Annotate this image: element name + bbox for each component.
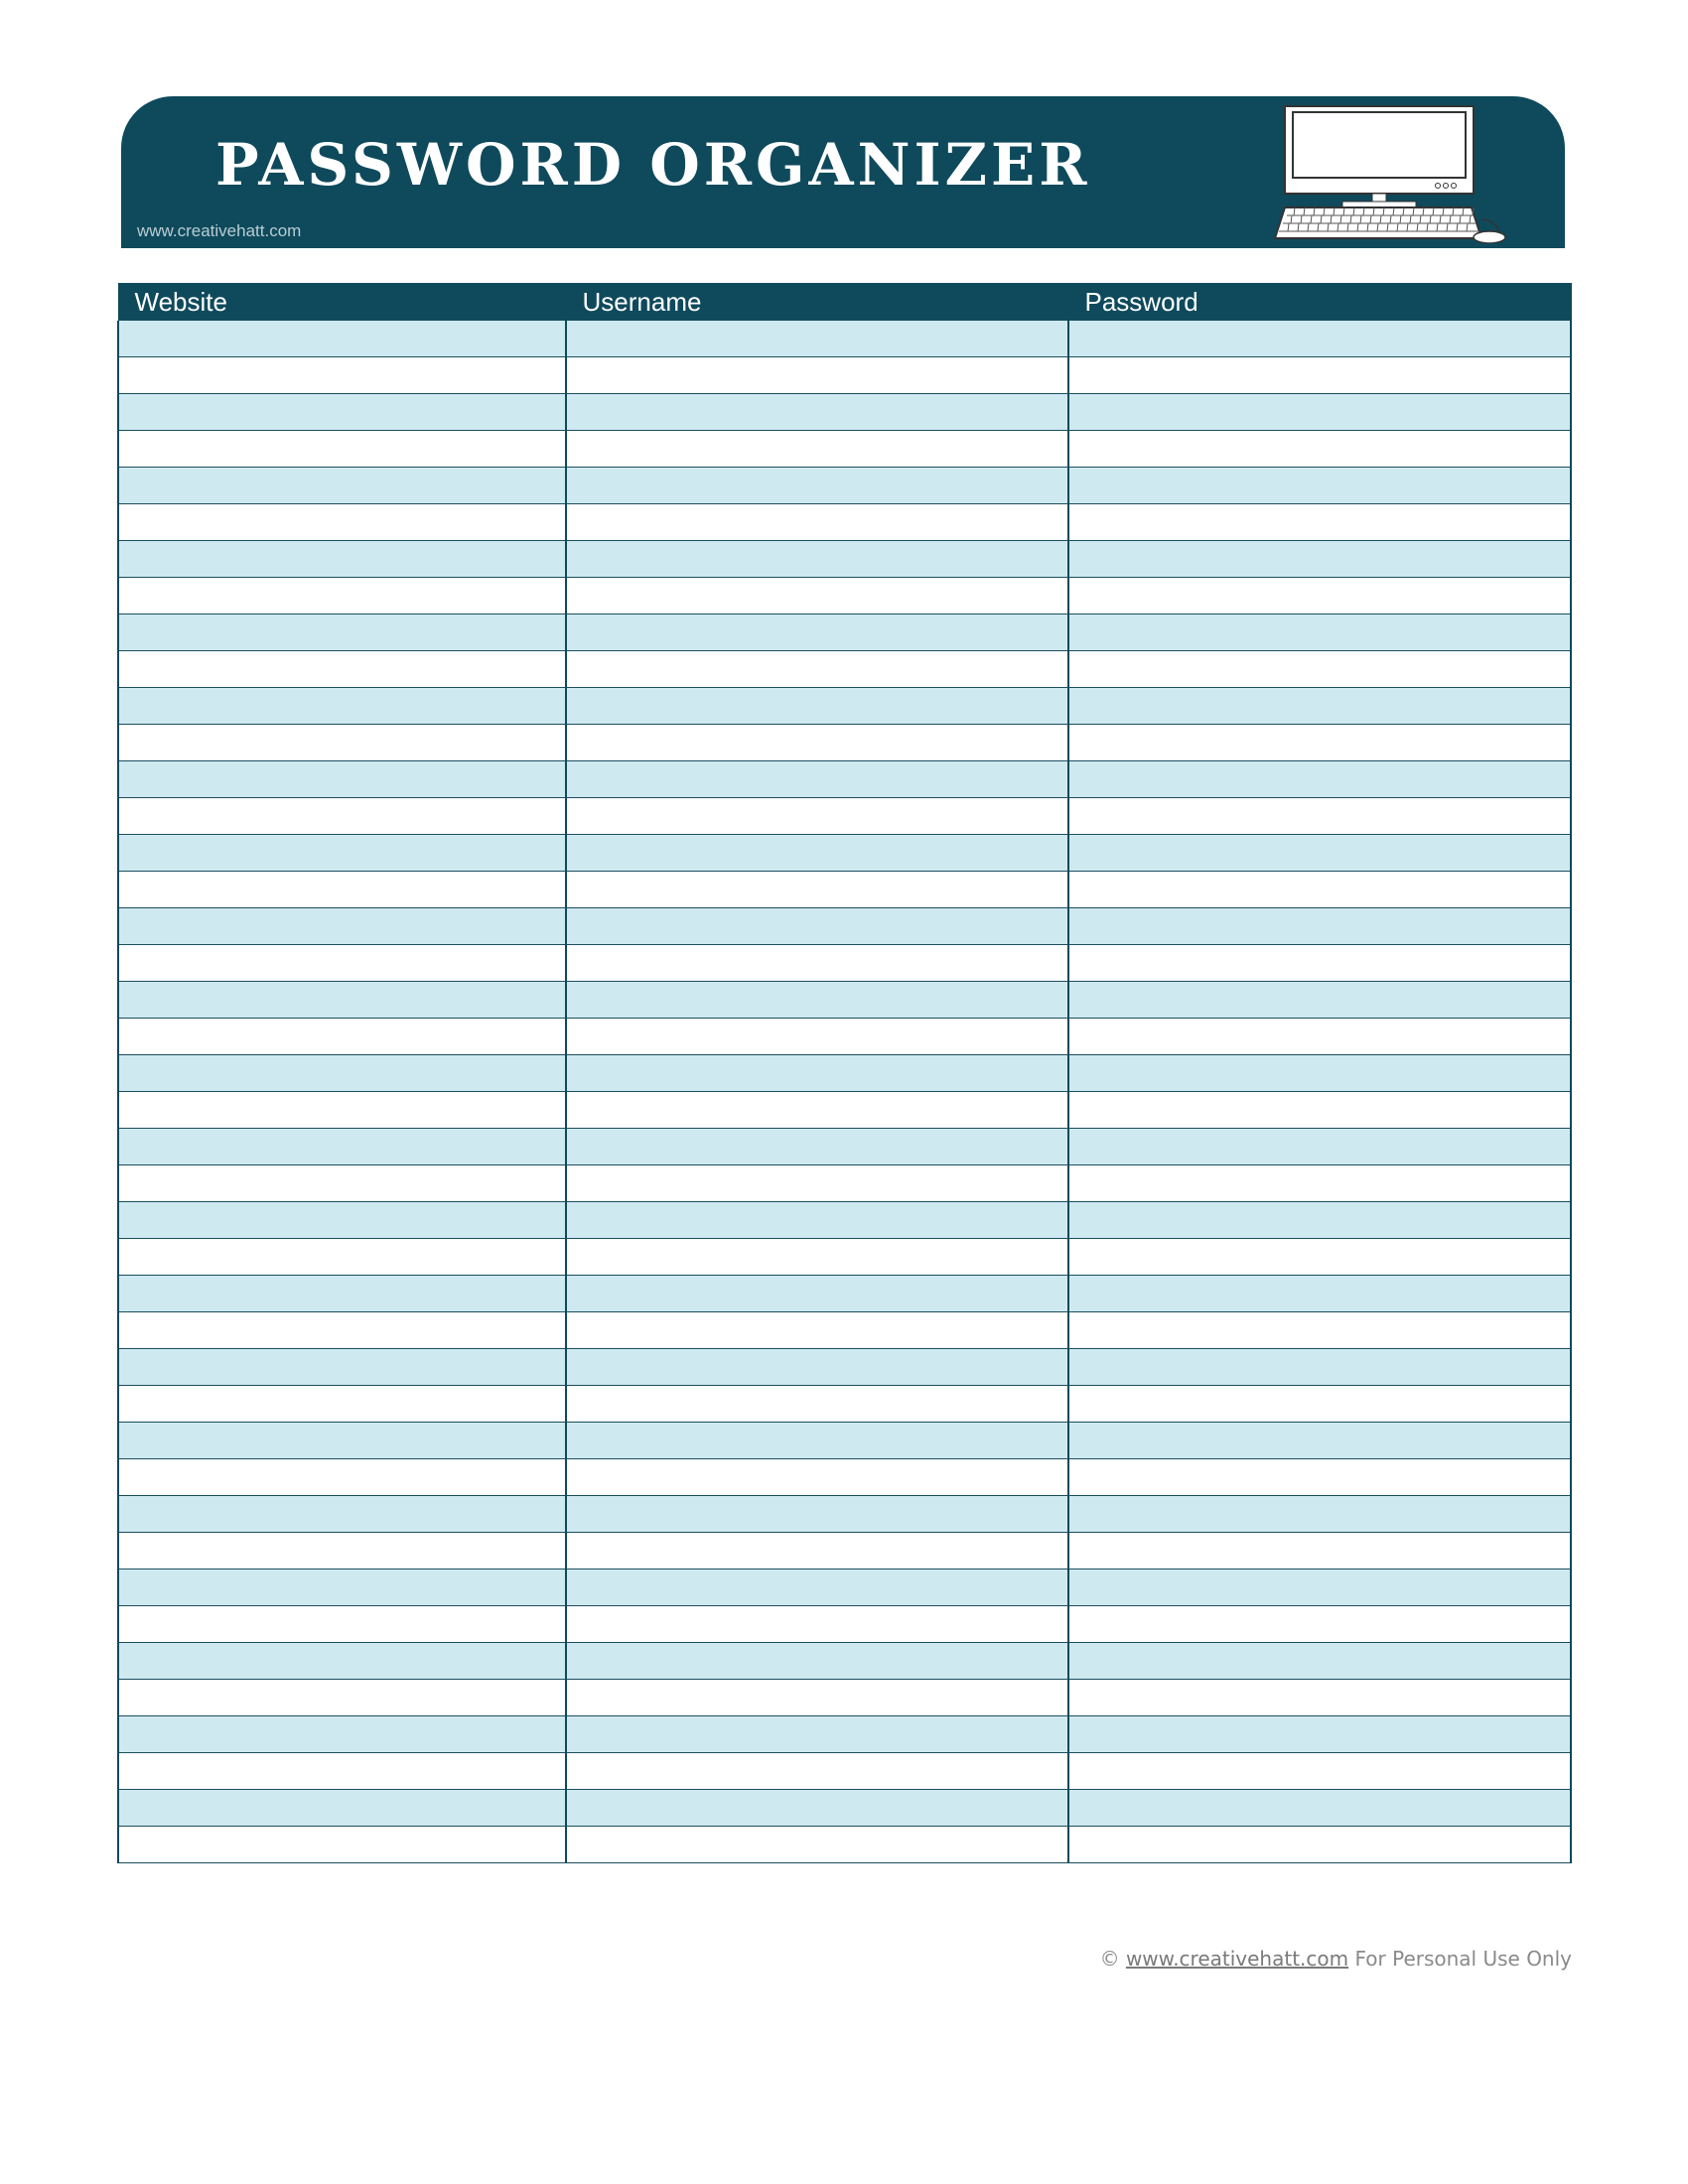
password-cell[interactable]: [1068, 1423, 1571, 1459]
website-cell[interactable]: [118, 1827, 566, 1863]
username-cell[interactable]: [566, 321, 1068, 357]
username-cell[interactable]: [566, 725, 1068, 761]
password-cell[interactable]: [1068, 1202, 1571, 1239]
username-cell[interactable]: [566, 1165, 1068, 1202]
table-row: [118, 504, 1571, 541]
table-row: [118, 651, 1571, 688]
website-cell[interactable]: [118, 541, 566, 578]
username-cell[interactable]: [566, 982, 1068, 1019]
password-cell[interactable]: [1068, 1533, 1571, 1570]
website-cell[interactable]: [118, 872, 566, 908]
website-cell[interactable]: [118, 1423, 566, 1459]
username-cell[interactable]: [566, 1496, 1068, 1533]
password-cell[interactable]: [1068, 578, 1571, 614]
table-row: [118, 1092, 1571, 1129]
website-cell[interactable]: [118, 945, 566, 982]
table-row: [118, 1312, 1571, 1349]
password-cell[interactable]: [1068, 1753, 1571, 1790]
website-cell[interactable]: [118, 1716, 566, 1753]
password-cell[interactable]: [1068, 1349, 1571, 1386]
table-row: [118, 1055, 1571, 1092]
table-row: [118, 1716, 1571, 1753]
website-cell[interactable]: [118, 1129, 566, 1165]
table-row: [118, 357, 1571, 394]
banner-url: www.creativehatt.com: [137, 221, 302, 240]
username-cell[interactable]: [566, 1716, 1068, 1753]
password-cell[interactable]: [1068, 504, 1571, 541]
password-cell[interactable]: [1068, 614, 1571, 651]
table-row: [118, 1019, 1571, 1055]
password-cell[interactable]: [1068, 1165, 1571, 1202]
username-cell[interactable]: [566, 1790, 1068, 1827]
table-row: [118, 468, 1571, 504]
website-cell[interactable]: [118, 1276, 566, 1312]
page-title: PASSWORD ORGANIZER: [215, 131, 1091, 199]
website-cell[interactable]: [118, 761, 566, 798]
password-cell[interactable]: [1068, 761, 1571, 798]
table-row: [118, 1827, 1571, 1863]
username-cell[interactable]: [566, 1753, 1068, 1790]
password-cell[interactable]: [1068, 688, 1571, 725]
website-cell[interactable]: [118, 908, 566, 945]
username-cell[interactable]: [566, 1680, 1068, 1716]
table-row: [118, 1459, 1571, 1496]
column-header-password: Password: [1068, 283, 1571, 321]
password-cell[interactable]: [1068, 321, 1571, 357]
username-cell[interactable]: [566, 1019, 1068, 1055]
website-cell[interactable]: [118, 1055, 566, 1092]
table-row: [118, 1202, 1571, 1239]
username-cell[interactable]: [566, 394, 1068, 431]
username-cell[interactable]: [566, 1202, 1068, 1239]
username-cell[interactable]: [566, 1643, 1068, 1680]
website-cell[interactable]: [118, 1165, 566, 1202]
table-row: [118, 688, 1571, 725]
username-cell[interactable]: [566, 1606, 1068, 1643]
website-cell[interactable]: [118, 1019, 566, 1055]
website-cell[interactable]: [118, 614, 566, 651]
footer: [1100, 1947, 1572, 1971]
column-header-website: Website: [118, 283, 566, 321]
username-cell[interactable]: [566, 1312, 1068, 1349]
username-cell[interactable]: [566, 1533, 1068, 1570]
password-cell[interactable]: [1068, 798, 1571, 835]
password-cell[interactable]: [1068, 1276, 1571, 1312]
password-cell[interactable]: [1068, 1716, 1571, 1753]
table-row: [118, 1386, 1571, 1423]
table-row: [118, 431, 1571, 468]
table-row: [118, 1423, 1571, 1459]
website-cell[interactable]: [118, 688, 566, 725]
password-cell[interactable]: [1068, 908, 1571, 945]
table-row: [118, 614, 1571, 651]
password-cell[interactable]: [1068, 1459, 1571, 1496]
password-cell[interactable]: [1068, 835, 1571, 872]
table-row: [118, 541, 1571, 578]
password-cell[interactable]: [1068, 1129, 1571, 1165]
website-cell[interactable]: [118, 1533, 566, 1570]
table-row: [118, 1680, 1571, 1716]
website-cell[interactable]: [118, 1606, 566, 1643]
password-cell[interactable]: [1068, 431, 1571, 468]
username-cell[interactable]: [566, 357, 1068, 394]
username-cell[interactable]: [566, 614, 1068, 651]
copyright-symbol: ©: [1099, 1947, 1120, 1971]
table-row: [118, 945, 1571, 982]
table-row: [118, 982, 1571, 1019]
table-row: [118, 725, 1571, 761]
password-cell[interactable]: [1068, 1092, 1571, 1129]
website-cell[interactable]: [118, 1459, 566, 1496]
website-cell[interactable]: [118, 1496, 566, 1533]
table-row: [118, 798, 1571, 835]
username-cell[interactable]: [566, 504, 1068, 541]
table-row: [118, 872, 1571, 908]
username-cell[interactable]: [566, 688, 1068, 725]
table-header-row: [118, 283, 1571, 321]
website-cell[interactable]: [118, 835, 566, 872]
password-cell[interactable]: [1068, 872, 1571, 908]
username-cell[interactable]: [566, 835, 1068, 872]
footer-note: For Personal Use Only: [1354, 1947, 1572, 1971]
username-cell[interactable]: [566, 945, 1068, 982]
password-cell[interactable]: [1068, 1680, 1571, 1716]
password-cell[interactable]: [1068, 1643, 1571, 1680]
password-cell[interactable]: [1068, 1496, 1571, 1533]
table-row: [118, 1496, 1571, 1533]
username-cell[interactable]: [566, 468, 1068, 504]
password-cell[interactable]: [1068, 1055, 1571, 1092]
website-cell[interactable]: [118, 357, 566, 394]
username-cell[interactable]: [566, 1459, 1068, 1496]
password-cell[interactable]: [1068, 1790, 1571, 1827]
password-cell[interactable]: [1068, 468, 1571, 504]
table-row: [118, 908, 1571, 945]
password-cell[interactable]: [1068, 394, 1571, 431]
password-cell[interactable]: [1068, 1827, 1571, 1863]
table-row: [118, 1790, 1571, 1827]
computer-icon: [1273, 104, 1511, 243]
website-cell[interactable]: [118, 1643, 566, 1680]
username-cell[interactable]: [566, 431, 1068, 468]
header-banner: [121, 96, 1565, 248]
password-cell[interactable]: [1068, 1606, 1571, 1643]
table-row: [118, 1349, 1571, 1386]
table-row: [118, 1129, 1571, 1165]
website-cell[interactable]: [118, 1680, 566, 1716]
password-cell[interactable]: [1068, 541, 1571, 578]
website-cell[interactable]: [118, 798, 566, 835]
username-cell[interactable]: [566, 1570, 1068, 1606]
website-cell[interactable]: [118, 1790, 566, 1827]
username-cell[interactable]: [566, 651, 1068, 688]
password-cell[interactable]: [1068, 651, 1571, 688]
password-cell[interactable]: [1068, 725, 1571, 761]
table-row: [118, 761, 1571, 798]
website-cell[interactable]: [118, 1239, 566, 1276]
website-cell[interactable]: [118, 321, 566, 357]
website-cell[interactable]: [118, 1570, 566, 1606]
table-row: [118, 321, 1571, 357]
username-cell[interactable]: [566, 1129, 1068, 1165]
username-cell[interactable]: [566, 541, 1068, 578]
username-cell[interactable]: [566, 1827, 1068, 1863]
website-cell[interactable]: [118, 1202, 566, 1239]
column-header-username: Username: [566, 283, 1068, 321]
password-cell[interactable]: [1068, 1386, 1571, 1423]
table-row: [118, 1276, 1571, 1312]
table-row: [118, 578, 1571, 614]
username-cell[interactable]: [566, 1423, 1068, 1459]
website-cell[interactable]: [118, 651, 566, 688]
password-cell[interactable]: [1068, 1312, 1571, 1349]
password-cell[interactable]: [1068, 1570, 1571, 1606]
website-cell[interactable]: [118, 1753, 566, 1790]
username-cell[interactable]: [566, 1239, 1068, 1276]
password-table: [117, 283, 1572, 1863]
username-cell[interactable]: [566, 1349, 1068, 1386]
table-row: [118, 1570, 1571, 1606]
website-cell[interactable]: [118, 431, 566, 468]
password-cell[interactable]: [1068, 945, 1571, 982]
password-cell[interactable]: [1068, 1019, 1571, 1055]
username-cell[interactable]: [566, 1386, 1068, 1423]
footer-link[interactable]: www.creativehatt.com: [1125, 1947, 1349, 1971]
username-cell[interactable]: [566, 798, 1068, 835]
website-cell[interactable]: [118, 1092, 566, 1129]
table-row: [118, 835, 1571, 872]
username-cell[interactable]: [566, 908, 1068, 945]
website-cell[interactable]: [118, 578, 566, 614]
table-row: [118, 1643, 1571, 1680]
username-cell[interactable]: [566, 1092, 1068, 1129]
username-cell[interactable]: [566, 578, 1068, 614]
table-row: [118, 394, 1571, 431]
website-cell[interactable]: [118, 394, 566, 431]
website-cell[interactable]: [118, 982, 566, 1019]
username-cell[interactable]: [566, 872, 1068, 908]
website-cell[interactable]: [118, 468, 566, 504]
website-cell[interactable]: [118, 1312, 566, 1349]
table-body: [118, 321, 1571, 1863]
website-cell[interactable]: [118, 725, 566, 761]
table-row: [118, 1606, 1571, 1643]
website-cell[interactable]: [118, 1386, 566, 1423]
website-cell[interactable]: [118, 1349, 566, 1386]
username-cell[interactable]: [566, 1276, 1068, 1312]
table-row: [118, 1239, 1571, 1276]
table-row: [118, 1165, 1571, 1202]
password-cell[interactable]: [1068, 1239, 1571, 1276]
username-cell[interactable]: [566, 1055, 1068, 1092]
table-row: [118, 1533, 1571, 1570]
website-cell[interactable]: [118, 504, 566, 541]
password-cell[interactable]: [1068, 982, 1571, 1019]
username-cell[interactable]: [566, 761, 1068, 798]
password-cell[interactable]: [1068, 357, 1571, 394]
table-row: [118, 1753, 1571, 1790]
